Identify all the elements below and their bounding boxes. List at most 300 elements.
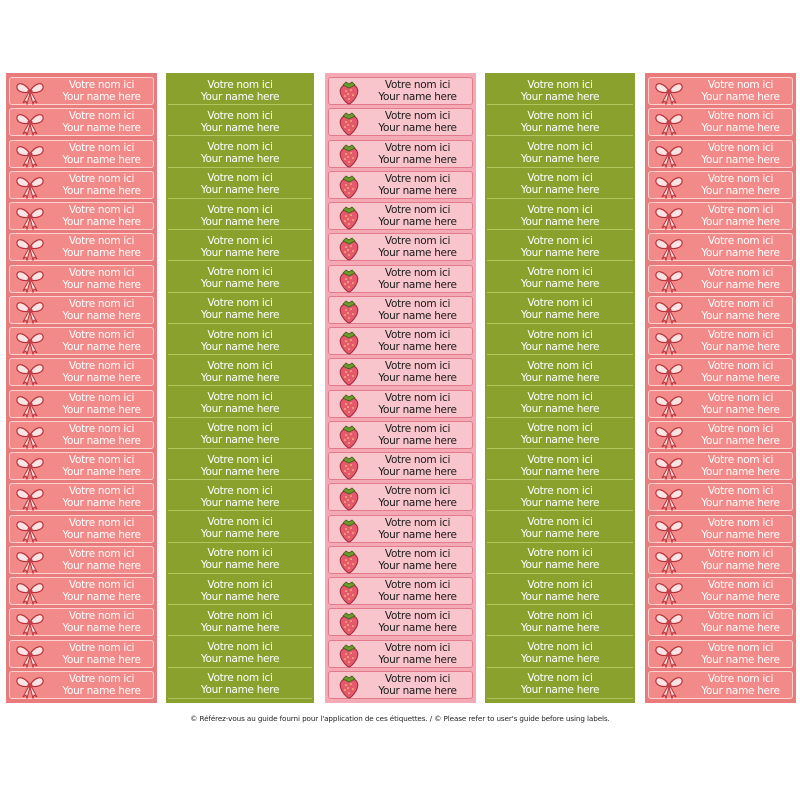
name-label	[487, 265, 633, 293]
name-label	[168, 358, 312, 386]
label-text	[487, 454, 633, 478]
label-english-text: Your name here	[378, 528, 457, 541]
label-french-text: Votre nom ici	[207, 547, 273, 560]
label-french-text: Votre nom ici	[207, 266, 273, 278]
label-column-4	[485, 73, 635, 703]
name-label	[168, 640, 312, 668]
name-label	[168, 390, 312, 418]
strawberry-icon	[334, 235, 364, 261]
label-french-text: Votre nom ici	[207, 422, 273, 435]
name-label	[648, 390, 793, 418]
name-label	[648, 140, 793, 168]
name-label	[487, 452, 633, 480]
label-french-text: Votre nom ici	[384, 266, 451, 279]
label-english-text: Your name here	[701, 528, 780, 541]
label-french-text: Votre nom ici	[68, 641, 135, 654]
label-english-text: Your name here	[62, 497, 141, 510]
name-label	[168, 296, 312, 324]
label-french-text: Votre nom ici	[207, 609, 273, 622]
name-label	[648, 171, 793, 199]
name-label	[328, 171, 473, 199]
name-label	[168, 233, 312, 261]
label-french-text: Votre nom ici	[207, 234, 273, 247]
label-english-text: Your name here	[520, 684, 600, 697]
label-text	[168, 172, 312, 196]
name-label	[9, 483, 154, 511]
label-text	[487, 391, 633, 415]
name-label	[487, 358, 633, 386]
label-column-5	[645, 73, 796, 703]
bow-icon	[654, 235, 684, 261]
label-french-text: Votre nom ici	[527, 203, 593, 216]
name-label	[328, 202, 473, 230]
name-label	[168, 265, 312, 293]
name-label	[168, 546, 312, 574]
name-label	[9, 515, 154, 543]
label-french-text: Votre nom ici	[527, 484, 593, 497]
strawberry-icon	[334, 204, 364, 230]
name-label	[168, 327, 312, 355]
label-english-text: Your name here	[520, 434, 600, 447]
label-english-text: Your name here	[701, 216, 780, 228]
name-label	[487, 108, 633, 136]
name-label	[168, 483, 312, 511]
name-label	[328, 671, 473, 699]
label-text	[487, 641, 633, 665]
label-french-text: Votre nom ici	[384, 454, 451, 466]
label-english-text: Your name here	[200, 153, 280, 165]
label-text	[487, 79, 633, 103]
label-english-text: Your name here	[378, 184, 457, 197]
name-label	[168, 202, 312, 230]
label-french-text: Votre nom ici	[384, 422, 451, 435]
label-french-text: Votre nom ici	[207, 141, 273, 153]
name-label	[9, 640, 154, 668]
label-english-text: Your name here	[378, 216, 457, 228]
bow-icon	[654, 142, 684, 168]
label-french-text: Votre nom ici	[527, 453, 593, 466]
bow-icon	[15, 142, 45, 168]
name-label	[328, 421, 473, 449]
label-french-text: Votre nom ici	[527, 109, 593, 122]
bow-icon	[15, 579, 45, 605]
bow-icon	[15, 548, 45, 574]
label-french-text: Votre nom ici	[384, 235, 451, 248]
label-french-text: Votre nom ici	[207, 78, 273, 91]
label-french-text: Votre nom ici	[207, 484, 273, 497]
name-label	[9, 577, 154, 605]
name-label	[328, 546, 473, 574]
bow-icon	[654, 204, 684, 230]
label-english-text: Your name here	[62, 528, 141, 541]
label-french-text: Votre nom ici	[527, 297, 593, 310]
label-english-text: Your name here	[62, 466, 141, 478]
name-label	[328, 140, 473, 168]
bow-icon	[654, 267, 684, 293]
name-label	[328, 608, 473, 636]
label-french-text: Votre nom ici	[207, 391, 273, 403]
name-label	[487, 421, 633, 449]
name-label	[487, 171, 633, 199]
label-french-text: Votre nom ici	[384, 329, 451, 341]
name-label	[9, 421, 154, 449]
name-label	[168, 671, 312, 699]
label-english-text: Your name here	[62, 591, 141, 603]
label-english-text: Your name here	[62, 247, 141, 260]
label-french-text: Votre nom ici	[384, 579, 451, 591]
label-french-text: Votre nom ici	[707, 454, 774, 466]
name-label	[328, 577, 473, 605]
label-english-text: Your name here	[520, 184, 600, 197]
name-label	[487, 233, 633, 261]
label-french-text: Votre nom ici	[207, 641, 273, 653]
label-english-text: Your name here	[378, 591, 457, 603]
label-english-text: Your name here	[62, 684, 141, 697]
label-french-text: Votre nom ici	[68, 266, 135, 279]
label-text	[168, 516, 312, 540]
label-column-1	[6, 73, 157, 703]
label-english-text: Your name here	[701, 434, 780, 447]
name-label	[9, 296, 154, 324]
label-text	[168, 672, 312, 696]
name-label	[9, 390, 154, 418]
label-text	[168, 485, 312, 509]
label-english-text: Your name here	[520, 90, 600, 103]
label-french-text: Votre nom ici	[707, 266, 774, 279]
label-english-text: Your name here	[378, 434, 457, 447]
label-french-text: Votre nom ici	[68, 235, 135, 248]
label-french-text: Votre nom ici	[707, 485, 774, 498]
bow-icon	[654, 610, 684, 636]
name-label	[648, 265, 793, 293]
label-english-text: Your name here	[378, 278, 457, 291]
label-english-text: Your name here	[701, 278, 780, 291]
name-label	[328, 452, 473, 480]
name-label	[648, 233, 793, 261]
bow-icon	[15, 298, 45, 324]
name-label	[648, 671, 793, 699]
name-label	[487, 483, 633, 511]
label-french-text: Votre nom ici	[207, 109, 273, 122]
label-french-text: Votre nom ici	[707, 110, 774, 123]
label-english-text: Your name here	[62, 653, 141, 666]
name-label	[328, 77, 473, 105]
footer-note: © Référez-vous au guide fourni pour l'application de ces étiquettes. / © Please refer to user's guide before using labels.	[190, 714, 610, 723]
name-label	[487, 640, 633, 668]
label-english-text: Your name here	[62, 278, 141, 291]
label-french-text: Votre nom ici	[527, 172, 593, 185]
label-english-text: Your name here	[701, 247, 780, 260]
name-label	[487, 390, 633, 418]
name-label	[648, 77, 793, 105]
label-english-text: Your name here	[62, 91, 141, 103]
strawberry-icon	[334, 142, 364, 168]
name-label	[9, 671, 154, 699]
label-english-text: Your name here	[701, 309, 780, 322]
bow-icon	[654, 454, 684, 480]
name-label	[487, 77, 633, 105]
name-label	[487, 327, 633, 355]
label-english-text: Your name here	[62, 622, 141, 635]
label-english-text: Your name here	[200, 559, 280, 572]
label-text	[487, 547, 633, 571]
name-label	[9, 171, 154, 199]
label-french-text: Votre nom ici	[384, 547, 451, 560]
label-french-text: Votre nom ici	[68, 360, 135, 373]
label-text	[487, 579, 633, 603]
label-text	[168, 297, 312, 321]
label-english-text: Your name here	[520, 621, 600, 634]
bow-icon	[15, 423, 45, 449]
label-english-text: Your name here	[520, 371, 600, 384]
label-french-text: Votre nom ici	[384, 297, 451, 310]
name-label	[9, 358, 154, 386]
label-english-text: Your name here	[520, 121, 600, 134]
name-label	[648, 108, 793, 136]
label-text	[487, 172, 633, 196]
name-label	[9, 77, 154, 105]
label-english-text: Your name here	[62, 153, 141, 166]
label-english-text: Your name here	[378, 341, 457, 353]
label-french-text: Votre nom ici	[68, 110, 135, 123]
label-french-text: Votre nom ici	[207, 672, 273, 685]
label-french-text: Votre nom ici	[207, 516, 273, 528]
label-french-text: Votre nom ici	[707, 579, 774, 591]
label-english-text: Your name here	[62, 559, 141, 572]
label-text	[168, 266, 312, 290]
bow-icon	[15, 360, 45, 386]
label-french-text: Votre nom ici	[707, 329, 774, 341]
label-french-text: Votre nom ici	[527, 141, 593, 153]
label-english-text: Your name here	[378, 309, 457, 322]
name-label	[648, 452, 793, 480]
strawberry-icon	[334, 392, 364, 418]
bow-icon	[654, 79, 684, 105]
label-french-text: Votre nom ici	[527, 391, 593, 403]
label-english-text: Your name here	[701, 403, 780, 416]
label-french-text: Votre nom ici	[707, 235, 774, 248]
bow-icon	[654, 173, 684, 199]
bow-icon	[654, 548, 684, 574]
bow-icon	[15, 485, 45, 511]
label-french-text: Votre nom ici	[207, 297, 273, 310]
label-french-text: Votre nom ici	[207, 172, 273, 185]
label-text	[487, 235, 633, 259]
name-label	[9, 233, 154, 261]
bow-icon	[15, 79, 45, 105]
label-french-text: Votre nom ici	[527, 672, 593, 685]
label-english-text: Your name here	[62, 403, 141, 416]
name-label	[487, 140, 633, 168]
label-text	[168, 391, 312, 415]
label-french-text: Votre nom ici	[707, 547, 774, 560]
label-french-text: Votre nom ici	[68, 610, 135, 623]
strawberry-icon	[334, 454, 364, 480]
strawberry-icon	[334, 267, 364, 293]
label-english-text: Your name here	[200, 590, 280, 603]
label-column-3	[325, 73, 476, 703]
label-english-text: Your name here	[701, 653, 780, 666]
label-english-text: Your name here	[701, 497, 780, 510]
label-english-text: Your name here	[200, 246, 280, 259]
name-label	[9, 546, 154, 574]
label-french-text: Votre nom ici	[707, 141, 774, 154]
label-english-text: Your name here	[62, 372, 141, 385]
label-french-text: Votre nom ici	[68, 579, 135, 591]
label-sheet	[0, 73, 800, 703]
name-label	[328, 483, 473, 511]
label-english-text: Your name here	[701, 372, 780, 385]
label-french-text: Votre nom ici	[68, 172, 135, 185]
name-label	[168, 515, 312, 543]
label-english-text: Your name here	[200, 621, 280, 634]
label-english-text: Your name here	[378, 653, 457, 666]
label-english-text: Your name here	[520, 309, 600, 322]
label-text	[168, 360, 312, 384]
name-label	[648, 358, 793, 386]
strawberry-icon	[334, 360, 364, 386]
label-english-text: Your name here	[378, 403, 457, 416]
label-english-text: Your name here	[378, 466, 457, 478]
label-french-text: Votre nom ici	[68, 454, 135, 466]
strawberry-icon	[334, 79, 364, 105]
bow-icon	[15, 329, 45, 355]
bow-icon	[654, 517, 684, 543]
label-text	[168, 641, 312, 665]
label-french-text: Votre nom ici	[384, 672, 451, 685]
label-text	[487, 141, 633, 165]
label-french-text: Votre nom ici	[207, 203, 273, 216]
label-column-2	[166, 73, 314, 703]
name-label	[648, 577, 793, 605]
name-label	[168, 421, 312, 449]
label-french-text: Votre nom ici	[384, 204, 451, 216]
name-label	[648, 202, 793, 230]
name-label	[9, 108, 154, 136]
label-english-text: Your name here	[200, 653, 280, 665]
label-text	[487, 516, 633, 540]
label-french-text: Votre nom ici	[68, 79, 135, 91]
bow-icon	[15, 392, 45, 418]
label-french-text: Votre nom ici	[68, 516, 135, 529]
label-english-text: Your name here	[62, 122, 141, 135]
name-label	[487, 546, 633, 574]
bow-icon	[654, 329, 684, 355]
bow-icon	[654, 110, 684, 136]
label-french-text: Votre nom ici	[707, 204, 774, 216]
bow-icon	[654, 360, 684, 386]
name-label	[328, 515, 473, 543]
label-french-text: Votre nom ici	[384, 641, 451, 654]
label-english-text: Your name here	[200, 684, 280, 697]
label-text	[487, 485, 633, 509]
label-english-text: Your name here	[200, 496, 280, 509]
label-english-text: Your name here	[520, 528, 600, 540]
label-french-text: Votre nom ici	[527, 234, 593, 247]
name-label	[648, 483, 793, 511]
name-label	[168, 171, 312, 199]
label-english-text: Your name here	[520, 496, 600, 509]
label-text	[168, 422, 312, 446]
label-french-text: Votre nom ici	[707, 422, 774, 435]
label-french-text: Votre nom ici	[527, 516, 593, 528]
label-english-text: Your name here	[378, 372, 457, 385]
bow-icon	[654, 298, 684, 324]
name-label	[328, 296, 473, 324]
bow-icon	[15, 673, 45, 699]
label-french-text: Votre nom ici	[707, 172, 774, 185]
label-french-text: Votre nom ici	[68, 204, 135, 216]
label-french-text: Votre nom ici	[527, 422, 593, 435]
name-label	[168, 140, 312, 168]
label-text	[168, 204, 312, 228]
label-french-text: Votre nom ici	[384, 360, 451, 373]
label-french-text: Votre nom ici	[707, 516, 774, 529]
label-english-text: Your name here	[62, 216, 141, 228]
name-label	[487, 671, 633, 699]
label-french-text: Votre nom ici	[207, 578, 273, 591]
name-label	[648, 608, 793, 636]
label-english-text: Your name here	[520, 153, 600, 165]
label-english-text: Your name here	[520, 246, 600, 259]
name-label	[328, 327, 473, 355]
label-english-text: Your name here	[520, 653, 600, 665]
label-english-text: Your name here	[200, 90, 280, 103]
bow-icon	[654, 673, 684, 699]
name-label	[648, 546, 793, 574]
bow-icon	[654, 579, 684, 605]
bow-icon	[654, 392, 684, 418]
label-french-text: Votre nom ici	[707, 672, 774, 685]
bow-icon	[654, 485, 684, 511]
label-text	[168, 329, 312, 353]
label-english-text: Your name here	[200, 309, 280, 322]
label-french-text: Votre nom ici	[527, 359, 593, 372]
label-english-text: Your name here	[701, 622, 780, 635]
label-english-text: Your name here	[701, 153, 780, 166]
name-label	[9, 452, 154, 480]
label-french-text: Votre nom ici	[207, 359, 273, 372]
name-label	[168, 577, 312, 605]
label-french-text: Votre nom ici	[384, 141, 451, 154]
bow-icon	[15, 517, 45, 543]
name-label	[9, 202, 154, 230]
bow-icon	[15, 110, 45, 136]
label-french-text: Votre nom ici	[707, 297, 774, 310]
label-english-text: Your name here	[520, 215, 600, 228]
name-label	[9, 265, 154, 293]
bow-icon	[15, 204, 45, 230]
strawberry-icon	[334, 298, 364, 324]
label-french-text: Votre nom ici	[68, 391, 135, 404]
bow-icon	[15, 610, 45, 636]
label-english-text: Your name here	[378, 122, 457, 135]
label-english-text: Your name here	[378, 247, 457, 260]
label-english-text: Your name here	[62, 309, 141, 322]
label-english-text: Your name here	[520, 403, 600, 415]
label-english-text: Your name here	[378, 497, 457, 510]
name-label	[487, 202, 633, 230]
label-text	[487, 360, 633, 384]
label-text	[168, 454, 312, 478]
label-english-text: Your name here	[378, 684, 457, 697]
label-english-text: Your name here	[200, 434, 280, 447]
strawberry-icon	[334, 579, 364, 605]
name-label	[9, 140, 154, 168]
label-french-text: Votre nom ici	[527, 641, 593, 653]
label-french-text: Votre nom ici	[384, 110, 451, 123]
strawberry-icon	[334, 110, 364, 136]
